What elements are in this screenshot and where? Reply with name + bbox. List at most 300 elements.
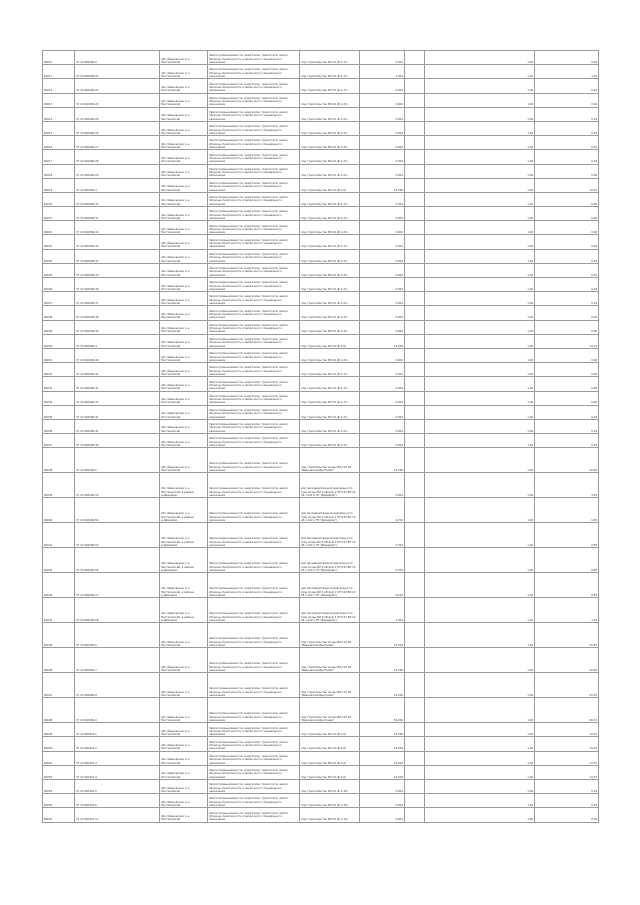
area-value: 0,004 — [360, 377, 405, 391]
table-row — [43, 235, 599, 249]
area-value: 10,004 — [360, 178, 405, 192]
address: обл. Ивановская, р-н Пестяковский — [160, 673, 208, 698]
coefficient: 1,00 — [425, 434, 535, 448]
amount: 25,50 — [535, 648, 599, 673]
row-number: 60031 — [43, 348, 75, 362]
address: обл. Ивановская, р-н Пестяковский — [160, 51, 208, 65]
address: обл. Ивановская, р-н Пестяковский — [160, 192, 208, 206]
cadastral-number: 37 10 040006-25 — [75, 107, 160, 121]
land-category: Земли промышленности, энергетики, транспорта, земли обороны, безопасности и земли иного специального назначения — [208, 249, 300, 263]
permitted-use: под строительство опоры ВЛ-110 кВ "Ивановская-Дмитриев" — [300, 448, 360, 473]
empty-cell — [405, 808, 425, 822]
empty-cell — [405, 673, 425, 698]
area-value: 0,004 — [360, 136, 405, 150]
row-number: 60036 — [43, 419, 75, 433]
table-row — [43, 623, 599, 648]
cadastral-number: 37 10 040006-41 — [75, 363, 160, 377]
row-number: 60025 — [43, 263, 75, 277]
land-category: Земли промышленности, энергетики, транспорта, земли обороны, безопасности и земли иного специального назначения — [208, 207, 300, 221]
empty-cell — [405, 51, 425, 65]
address: обл. Ивановская, р-н Пестяковский, в районе д.Демидово — [160, 573, 208, 598]
cadastral-number: 37 10 040401-5 — [75, 780, 160, 794]
empty-cell — [405, 419, 425, 433]
empty-cell — [405, 598, 425, 623]
address: обл. Ивановская, р-н Пестяковский — [160, 107, 208, 121]
coefficient: 1,00 — [425, 121, 535, 135]
area-value: 10,004 — [360, 334, 405, 348]
land-category: Земли промышленности, энергетики, транспорта, земли обороны, безопасности и земли иного специального назначения — [208, 498, 300, 523]
coefficient: 1,00 — [425, 136, 535, 150]
area-value: 21,004 — [360, 673, 405, 698]
empty-cell — [405, 320, 425, 334]
address: обл. Ивановская, р-н Пестяковский — [160, 419, 208, 433]
amount: 0,04 — [535, 780, 599, 794]
amount: 60,72 — [535, 698, 599, 723]
land-category: Земли промышленности, энергетики, транспорта, земли обороны, безопасности и земли иного специального назначения — [208, 164, 300, 178]
row-number: 60050 — [43, 737, 75, 751]
area-value: 0,004 — [360, 794, 405, 808]
empty-cell — [405, 448, 425, 473]
table-row — [43, 648, 599, 673]
row-number: 60023 — [43, 235, 75, 249]
amount: 0,85 — [535, 548, 599, 573]
land-category: Земли промышленности, энергетики, транспорта, земли обороны, безопасности и земли иного специального назначения — [208, 765, 300, 779]
coefficient: 1,00 — [425, 391, 535, 405]
cadastral-number: 37 10 040006-24 — [75, 93, 160, 107]
row-number: 60028 — [43, 306, 75, 320]
table-row — [43, 51, 599, 65]
cadastral-number: 37 10 040006-30 — [75, 192, 160, 206]
empty-cell — [405, 794, 425, 808]
coefficient: 1,00 — [425, 523, 535, 548]
empty-cell — [405, 79, 425, 93]
land-category: Земли промышленности, энергетики, транспорта, земли обороны, безопасности и земли иного специального назначения — [208, 178, 300, 192]
permitted-use: под строительство ВЛ-10 (Ф.2-6) — [300, 334, 360, 348]
table-row — [43, 448, 599, 473]
area-value: 0,004 — [360, 207, 405, 221]
permitted-use: под строительство опоры ВЛ-110 кВ "Ивановская-Дмитриев" — [300, 648, 360, 673]
empty-cell — [405, 780, 425, 794]
table-row — [43, 306, 599, 320]
coefficient: 1,00 — [425, 249, 535, 263]
coefficient: 1,00 — [425, 377, 535, 391]
amount: 0,04 — [535, 405, 599, 419]
cadastral-number: 37 10 040401-4 — [75, 765, 160, 779]
area-value: 21,004 — [360, 648, 405, 673]
coefficient: 1,00 — [425, 79, 535, 93]
table-row — [43, 751, 599, 765]
coefficient: 1,00 — [425, 698, 535, 723]
address: обл. Ивановская, р-н Пестяковский — [160, 737, 208, 751]
permitted-use: для производственной деятельности (под опоры ВЛ 6 кВ ф-ф 1 КТП-21 ВЛ 10 кВ ч.122 и ТП "Демидово") — [300, 473, 360, 498]
table-row — [43, 292, 599, 306]
row-number: 60024 — [43, 249, 75, 263]
table-row — [43, 221, 599, 235]
area-value: 0,004 — [360, 780, 405, 794]
coefficient: 1,00 — [425, 405, 535, 419]
amount: 0,85 — [535, 498, 599, 523]
row-number: 60016 — [43, 136, 75, 150]
row-number: 60020 — [43, 192, 75, 206]
coefficient: 1,00 — [425, 306, 535, 320]
area-value: 0,004 — [360, 79, 405, 93]
cadastral-number: 37 10 040006-0 — [75, 51, 160, 65]
row-number: 60037 — [43, 434, 75, 448]
empty-cell — [405, 178, 425, 192]
table-row — [43, 573, 599, 598]
coefficient: 1,00 — [425, 164, 535, 178]
empty-cell — [405, 723, 425, 737]
permitted-use: под строительство ВЛ-10 (Ф.1-21) — [300, 419, 360, 433]
coefficient: 1,00 — [425, 737, 535, 751]
coefficient: 1,00 — [425, 320, 535, 334]
cadastral-number: 37 10 040006-23 — [75, 79, 160, 93]
area-value: 0,004 — [360, 150, 405, 164]
permitted-use: под строительство ВЛ-10 (Ф.2-6) — [300, 737, 360, 751]
permitted-use: под строительство опоры ВЛ-110 кВ "Ивановская-Дмитриев" — [300, 623, 360, 648]
land-category: Земли промышленности, энергетики, транспорта, земли обороны, безопасности и земли иного специального назначения — [208, 723, 300, 737]
land-category: Земли промышленности, энергетики, транспорта, земли обороны, безопасности и земли иного специального назначения — [208, 377, 300, 391]
permitted-use: под строительство ВЛ-10 (Ф.1-21) — [300, 377, 360, 391]
coefficient: 1,00 — [425, 93, 535, 107]
permitted-use: под строительство ВЛ-10 (Ф.1-21) — [300, 207, 360, 221]
address: обл. Ивановская, р-н Пестяковский — [160, 93, 208, 107]
land-category: Земли промышленности, энергетики, транспорта, земли обороны, безопасности и земли иного специального назначения — [208, 235, 300, 249]
area-value: 0,004 — [360, 473, 405, 498]
permitted-use: для производственной деятельности (под опоры ВЛ 6 кВ ф-ф 1 КТП-21 ВЛ 10 кВ ч.122 и ТП "Демидово") — [300, 498, 360, 523]
coefficient: 1,00 — [425, 498, 535, 523]
land-category: Земли промышленности, энергетики, транспорта, земли обороны, безопасности и земли иного специального назначения — [208, 808, 300, 822]
coefficient: 1,00 — [425, 780, 535, 794]
land-category: Земли промышленности, энергетики, транспорта, земли обороны, безопасности и земли иного специального назначения — [208, 107, 300, 121]
empty-cell — [405, 377, 425, 391]
address: обл. Ивановская, р-н Пестяковский — [160, 221, 208, 235]
land-category: Земли промышленности, энергетики, транспорта, земли обороны, безопасности и земли иного специального назначения — [208, 737, 300, 751]
land-parcel-table — [42, 50, 599, 823]
amount: 0,06 — [535, 391, 599, 405]
table-row — [43, 405, 599, 419]
cadastral-number: 37 10 040006-31 — [75, 207, 160, 221]
row-number: 60038 — [43, 448, 75, 473]
cadastral-number: 37 10 040006-57 — [75, 573, 160, 598]
table-row — [43, 334, 599, 348]
permitted-use: под строительство опоры ВЛ-110 кВ "Ивановская-Дмитриев" — [300, 698, 360, 723]
coefficient: 1,00 — [425, 221, 535, 235]
permitted-use: под строительство ВЛ-10 (Ф.1-18) — [300, 794, 360, 808]
area-value: 10,004 — [360, 737, 405, 751]
amount: 0,04 — [535, 235, 599, 249]
table-row — [43, 765, 599, 779]
land-category: Земли промышленности, энергетики, транспорта, земли обороны, безопасности и земли иного специального назначения — [208, 523, 300, 548]
row-number: 60034 — [43, 391, 75, 405]
empty-cell — [405, 548, 425, 573]
table-row — [43, 348, 599, 362]
empty-cell — [405, 751, 425, 765]
empty-cell — [405, 121, 425, 135]
address: обл. Ивановская, р-н Пестяковский — [160, 723, 208, 737]
address: обл. Ивановская, р-н Пестяковский — [160, 65, 208, 79]
row-number: 60041 — [43, 523, 75, 548]
land-category: Земли промышленности, энергетики, транспорта, земли обороны, безопасности и земли иного специального назначения — [208, 348, 300, 362]
address: обл. Ивановская, р-н Пестяковский — [160, 235, 208, 249]
cadastral-number: 37 10 040006-26 — [75, 121, 160, 135]
cadastral-number: 37 10 040006-5 — [75, 448, 160, 473]
row-number: 60019 — [43, 178, 75, 192]
address: обл. Ивановская, р-н Пестяковский — [160, 377, 208, 391]
amount: 0,84 — [535, 573, 599, 598]
table-row — [43, 391, 599, 405]
coefficient: 1,00 — [425, 723, 535, 737]
land-category: Земли промышленности, энергетики, транспорта, земли обороны, безопасности и земли иного специального назначения — [208, 150, 300, 164]
coefficient: 1,00 — [425, 51, 535, 65]
row-number: 60039 — [43, 473, 75, 498]
area-value: 0,004 — [360, 107, 405, 121]
amount: 25,50 — [535, 623, 599, 648]
address: обл. Ивановская, р-н Пестяковский — [160, 765, 208, 779]
area-value: 21,004 — [360, 448, 405, 473]
coefficient: 1,00 — [425, 107, 535, 121]
table-row — [43, 498, 599, 523]
permitted-use: под строительство ВЛ-10 (Ф.1-21) — [300, 263, 360, 277]
empty-cell — [405, 363, 425, 377]
row-number: 60012 — [43, 79, 75, 93]
row-number: 60010 — [43, 51, 75, 65]
land-category: Земли промышленности, энергетики, транспорта, земли обороны, безопасности и земли иного специального назначения — [208, 93, 300, 107]
row-number: 60035 — [43, 405, 75, 419]
permitted-use: под строительство ВЛ-10 (Ф.2-6) — [300, 751, 360, 765]
cadastral-number: 37 10 040401-11 — [75, 808, 160, 822]
address: обл. Ивановская, р-н Пестяковский — [160, 306, 208, 320]
table-row — [43, 178, 599, 192]
empty-cell — [405, 573, 425, 598]
row-number: 60022 — [43, 221, 75, 235]
cadastral-number: 37 10 040006-38 — [75, 306, 160, 320]
land-category: Земли промышленности, энергетики, транспорта, земли обороны, безопасности и земли иного специального назначения — [208, 263, 300, 277]
cadastral-number: 37 10 040006-56 — [75, 498, 160, 523]
area-value: 21,004 — [360, 623, 405, 648]
cadastral-number: 37 10 040006-58 — [75, 598, 160, 623]
row-number: 60018 — [43, 164, 75, 178]
address: обл. Ивановская, р-н Пестяковский — [160, 263, 208, 277]
cadastral-number: 37 10 040006-43 — [75, 391, 160, 405]
coefficient: 1,00 — [425, 548, 535, 573]
empty-cell — [405, 263, 425, 277]
cadastral-number: 37 10 040006-3 — [75, 178, 160, 192]
coefficient: 1,00 — [425, 334, 535, 348]
cadastral-number: 37 10 040006-35 — [75, 263, 160, 277]
land-category: Земли промышленности, энергетики, транспорта, земли обороны, безопасности и земли иного специального назначения — [208, 320, 300, 334]
row-number: 60032 — [43, 363, 75, 377]
cadastral-number: 37 10 040006-42 — [75, 377, 160, 391]
address: обл. Ивановская, р-н Пестяковский, в районе д.Демидово — [160, 498, 208, 523]
empty-cell — [405, 235, 425, 249]
permitted-use: под строительство ВЛ-10 (Ф.1-21) — [300, 278, 360, 292]
area-value: 10,004 — [360, 751, 405, 765]
row-number: 60042 — [43, 548, 75, 573]
address: обл. Ивановская, р-н Пестяковский — [160, 348, 208, 362]
amount: 1,54 — [535, 598, 599, 623]
cadastral-number: 37 10 040401-6 — [75, 794, 160, 808]
permitted-use: для производственной деятельности (под опоры ВЛ 6 кВ ф-ф 1 КТП-21 ВЛ 10 кВ ч.122 и ТП "Демидово") — [300, 598, 360, 623]
area-value: 0,004 — [360, 434, 405, 448]
coefficient: 1,00 — [425, 448, 535, 473]
coefficient: 1,00 — [425, 648, 535, 673]
land-category: Земли промышленности, энергетики, транспорта, земли обороны, безопасности и земли иного специального назначения — [208, 363, 300, 377]
land-category: Земли промышленности, энергетики, транспорта, земли обороны, безопасности и земли иного специального назначения — [208, 306, 300, 320]
land-category: Земли промышленности, энергетики, транспорта, земли обороны, безопасности и земли иного специального назначения — [208, 136, 300, 150]
coefficient: 1,00 — [425, 673, 535, 698]
amount: 4,87 — [535, 473, 599, 498]
cadastral-number: 37 10 040006-39 — [75, 320, 160, 334]
empty-cell — [405, 278, 425, 292]
land-category: Земли промышленности, энергетики, транспорта, земли обороны, безопасности и земли иного специального назначения — [208, 121, 300, 135]
permitted-use: под строительство ВЛ-10 (Ф.1-21) — [300, 221, 360, 235]
permitted-use: под строительство ВЛ-10 (Ф.1-21) — [300, 51, 360, 65]
address: обл. Ивановская, р-н Пестяковский — [160, 79, 208, 93]
land-category: Земли промышленности, энергетики, транспорта, земли обороны, безопасности и земли иного специального назначения — [208, 548, 300, 573]
amount: 12,15 — [535, 765, 599, 779]
area-value: 0,004 — [360, 263, 405, 277]
permitted-use: под строительство ВЛ-10 (Ф.1-21) — [300, 292, 360, 306]
amount: 12,15 — [535, 334, 599, 348]
address: обл. Ивановская, р-н Пестяковский, в районе д.Демидово — [160, 548, 208, 573]
cadastral-number: 37 10 040006-28 — [75, 150, 160, 164]
amount: 1,02 — [535, 65, 599, 79]
permitted-use: под строительство ВЛ-10 (Ф.1-21) — [300, 164, 360, 178]
address: обл. Ивановская, р-н Пестяковский — [160, 249, 208, 263]
permitted-use: для производственной деятельности (под опоры ВЛ 6 кВ ф-ф 1 КТП-21 ВЛ 10 кВ ч.122 и ТП "Демидово") — [300, 573, 360, 598]
cadastral-number: 37 10 040006-33 — [75, 235, 160, 249]
row-number: 60015 — [43, 121, 75, 135]
address: обл. Ивановская, р-н Пестяковский — [160, 136, 208, 150]
address: обл. Ивановская, р-н Пестяковский — [160, 292, 208, 306]
row-number: 60043 — [43, 573, 75, 598]
address: обл. Ивановская, р-н Пестяковский — [160, 178, 208, 192]
amount: 0,06 — [535, 221, 599, 235]
land-category: Земли промышленности, энергетики, транспорта, земли обороны, безопасности и земли иного специального назначения — [208, 448, 300, 473]
amount: 0,04 — [535, 93, 599, 107]
cadastral-number: 37 10 040006-59 — [75, 523, 160, 548]
table-row — [43, 780, 599, 794]
row-number: 60054 — [43, 794, 75, 808]
row-number: 60051 — [43, 751, 75, 765]
cadastral-number: 37 10 040006-32 — [75, 221, 160, 235]
address: обл. Ивановская, р-н Пестяковский — [160, 648, 208, 673]
address: обл. Ивановская, р-н Пестяковский, в районе д.Демидово — [160, 523, 208, 548]
empty-cell — [405, 207, 425, 221]
land-category: Земли промышленности, энергетики, транспорта, земли обороны, безопасности и земли иного специального назначения — [208, 405, 300, 419]
amount: 0,04 — [535, 121, 599, 135]
row-number: 60040 — [43, 498, 75, 523]
row-number: 60011 — [43, 65, 75, 79]
address: обл. Ивановская, р-н Пестяковский — [160, 391, 208, 405]
land-category: Земли промышленности, энергетики, транспорта, земли обороны, безопасности и земли иного специального назначения — [208, 334, 300, 348]
amount: 0,06 — [535, 348, 599, 362]
permitted-use: под строительство ВЛ-10 (Ф.1-21) — [300, 320, 360, 334]
empty-cell — [405, 348, 425, 362]
empty-cell — [405, 391, 425, 405]
row-number: 60026 — [43, 278, 75, 292]
land-category: Земли промышленности, энергетики, транспорта, земли обороны, безопасности и земли иного специального назначения — [208, 292, 300, 306]
amount: 0,04 — [535, 107, 599, 121]
row-number: 60047 — [43, 673, 75, 698]
row-number: 60021 — [43, 207, 75, 221]
amount: 25,50 — [535, 448, 599, 473]
row-number: 60014 — [43, 107, 75, 121]
coefficient: 1,00 — [425, 765, 535, 779]
land-category: Земли промышленности, энергетики, транспорта, земли обороны, безопасности и земли иного специального назначения — [208, 278, 300, 292]
permitted-use: под строительство ВЛ-10 (Ф.1-21) — [300, 150, 360, 164]
table-row — [43, 548, 599, 573]
row-number: 60055 — [43, 808, 75, 822]
address: обл. Ивановская, р-н Пестяковский — [160, 808, 208, 822]
coefficient: 1,00 — [425, 419, 535, 433]
coefficient: 1,00 — [425, 207, 535, 221]
table-row — [43, 598, 599, 623]
address: обл. Ивановская, р-н Пестяковский — [160, 363, 208, 377]
cadastral-number: 37 10 040006-22 — [75, 65, 160, 79]
permitted-use: под строительство ВЛ-10 (Ф.1-21) — [300, 391, 360, 405]
amount: 0,06 — [535, 320, 599, 334]
permitted-use: под строительство ВЛ-10 (Ф.1-21) — [300, 192, 360, 206]
area-value: 0,004 — [360, 249, 405, 263]
coefficient: 1,00 — [425, 192, 535, 206]
empty-cell — [405, 498, 425, 523]
permitted-use: под строительство ВЛ-10 (Ф.1-18) — [300, 808, 360, 822]
permitted-use: под строительство ВЛ-10 (Ф.1-21) — [300, 121, 360, 135]
area-value: 0,004 — [360, 121, 405, 135]
address: обл. Ивановская, р-н Пестяковский — [160, 121, 208, 135]
table-row — [43, 79, 599, 93]
permitted-use: под строительство ВЛ-10 (Ф.1-21) — [300, 65, 360, 79]
area-value: 0,704 — [360, 498, 405, 523]
land-category: Земли промышленности, энергетики, транспорта, земли обороны, безопасности и земли иного специального назначения — [208, 698, 300, 723]
land-category: Земли промышленности, энергетики, транспорта, земли обороны, безопасности и земли иного специального назначения — [208, 648, 300, 673]
table-row — [43, 107, 599, 121]
table-row — [43, 121, 599, 135]
address: обл. Ивановская, р-н Пестяковский — [160, 405, 208, 419]
area-value: 0,004 — [360, 348, 405, 362]
table-row — [43, 65, 599, 79]
permitted-use: под строительство ВЛ-10 (Ф.1-21) — [300, 107, 360, 121]
table-row — [43, 207, 599, 221]
cadastral-number: 37 10 040006-9 — [75, 698, 160, 723]
land-category: Земли промышленности, энергетики, транспорта, земли обороны, безопасности и земли иного специального назначения — [208, 473, 300, 498]
amount: 12,15 — [535, 178, 599, 192]
table-row — [43, 737, 599, 751]
row-number: 60013 — [43, 93, 75, 107]
land-category: Земли промышленности, энергетики, транспорта, земли обороны, безопасности и земли иного специального назначения — [208, 221, 300, 235]
land-category: Земли промышленности, энергетики, транспорта, земли обороны, безопасности и земли иного специального назначения — [208, 673, 300, 698]
amount: 25,50 — [535, 673, 599, 698]
empty-cell — [405, 698, 425, 723]
area-value: 0,004 — [360, 164, 405, 178]
amount: 0,04 — [535, 79, 599, 93]
area-value: 0,704 — [360, 548, 405, 573]
land-category: Земли промышленности, энергетики, транспорта, земли обороны, безопасности и земли иного специального назначения — [208, 598, 300, 623]
area-value: 0,004 — [360, 51, 405, 65]
area-value: 0,704 — [360, 523, 405, 548]
address: обл. Ивановская, р-н Пестяковский — [160, 623, 208, 648]
land-category: Земли промышленности, энергетики, транспорта, земли обороны, безопасности и земли иного специального назначения — [208, 65, 300, 79]
cadastral-number: 37 10 040006-50 — [75, 473, 160, 498]
cadastral-number: 37 10 040006-40 — [75, 348, 160, 362]
amount: 0,04 — [535, 434, 599, 448]
row-number: 60045 — [43, 623, 75, 648]
land-category: Земли промышленности, энергетики, транспорта, земли обороны, безопасности и земли иного специального назначения — [208, 391, 300, 405]
cadastral-number: 37 10 040006-46 — [75, 434, 160, 448]
land-category: Земли промышленности, энергетики, транспорта, земли обороны, безопасности и земли иного специального назначения — [208, 573, 300, 598]
